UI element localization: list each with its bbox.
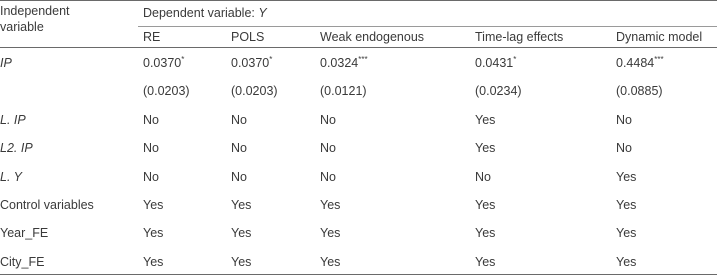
column-header-weak-endogenous: Weak endogenous <box>320 30 425 44</box>
cell-value: Yes <box>475 141 496 155</box>
table-cell <box>231 226 251 241</box>
table-cell <box>231 113 247 128</box>
significance-stars: * <box>269 54 273 64</box>
cell-value: Yes <box>616 226 637 240</box>
cell-value: No <box>231 113 247 127</box>
cell-value: Yes <box>320 198 341 212</box>
cell-value: 0.0370 <box>143 56 182 70</box>
significance-stars: *** <box>654 54 664 64</box>
table-cell <box>616 226 636 241</box>
table-cell <box>320 198 340 213</box>
table-cell <box>616 198 636 213</box>
table-cell <box>320 84 367 99</box>
cell-value: Yes <box>475 198 496 212</box>
cell-value: Yes <box>320 226 341 240</box>
table-bottom-rule <box>0 274 717 275</box>
header-bottom-rule <box>0 47 717 48</box>
table-cell <box>320 113 336 128</box>
table-cell <box>143 56 184 71</box>
table-cell <box>320 255 340 270</box>
row-label-city-fe: City_FE <box>0 255 45 269</box>
cell-value: Yes <box>231 226 252 240</box>
table-cell <box>616 56 664 71</box>
cell-value: No <box>320 141 336 155</box>
cell-value: Yes <box>143 255 164 269</box>
cell-value: No <box>320 113 336 127</box>
table-cell <box>616 84 663 99</box>
table-cell <box>143 255 163 270</box>
row-label-year-fe: Year_FE <box>0 226 49 240</box>
cell-value: Yes <box>320 255 341 269</box>
table-cell <box>143 226 163 241</box>
cell-value: 0.4484 <box>616 56 655 70</box>
column-header-time-lag-effects: Time-lag effects <box>475 30 564 44</box>
table-cell <box>143 141 159 156</box>
cell-value: No <box>143 170 159 184</box>
dependent-variable-symbol: Y <box>258 6 267 20</box>
cell-value: No <box>616 141 632 155</box>
significance-stars: *** <box>358 54 368 64</box>
cell-value: Yes <box>143 226 164 240</box>
cell-value: No <box>231 170 247 184</box>
dependent-variable-header <box>143 6 267 21</box>
table-cell <box>475 198 495 213</box>
table-cell <box>475 141 495 156</box>
cell-value: No <box>231 141 247 155</box>
table-cell <box>320 170 336 185</box>
row-label-l-y: L. Y <box>0 170 23 184</box>
independent-variable-header-line-2: variable <box>0 20 44 34</box>
cell-value: (0.0234) <box>475 84 522 98</box>
table-cell <box>231 56 272 71</box>
table-cell <box>231 198 251 213</box>
independent-variable-header-line-1: Independent <box>0 4 70 18</box>
column-header-dynamic-model: Dynamic model <box>616 30 703 44</box>
column-header-pols: POLS <box>231 30 265 44</box>
cell-value: Yes <box>475 113 496 127</box>
table-cell <box>616 141 632 156</box>
table-cell <box>475 84 522 99</box>
row-label-ip: IP <box>0 56 12 70</box>
table-cell <box>143 170 159 185</box>
table-cell <box>475 56 516 71</box>
column-header-re: RE <box>143 30 161 44</box>
cell-value: No <box>143 141 159 155</box>
cell-value: Yes <box>616 198 637 212</box>
cell-value: No <box>143 113 159 127</box>
row-label-l2-ip: L2. IP <box>0 141 33 155</box>
table-cell <box>231 170 247 185</box>
cell-value: (0.0121) <box>320 84 367 98</box>
cell-value: (0.0203) <box>143 84 190 98</box>
cell-value: (0.0885) <box>616 84 663 98</box>
table-cell <box>475 113 495 128</box>
table-cell <box>475 226 495 241</box>
row-label-l-ip: L. IP <box>0 113 26 127</box>
cell-value: No <box>320 170 336 184</box>
cell-value: No <box>616 113 632 127</box>
cell-value: 0.0431 <box>475 56 514 70</box>
table-cell <box>475 255 495 270</box>
dependent-variable-prefix: Dependent variable: <box>143 6 259 20</box>
cell-value: Yes <box>475 255 496 269</box>
cell-value: No <box>475 170 491 184</box>
cell-value: Yes <box>231 198 252 212</box>
table-cell <box>320 141 336 156</box>
cell-value: Yes <box>616 170 637 184</box>
row-label-control-variables: Control variables <box>0 198 94 212</box>
table-cell <box>231 84 278 99</box>
table-cell <box>475 170 491 185</box>
table-cell <box>231 141 247 156</box>
cell-value: Yes <box>475 226 496 240</box>
table-cell <box>616 170 636 185</box>
cell-value: Yes <box>616 255 637 269</box>
significance-stars: * <box>513 54 517 64</box>
cell-value: Yes <box>231 255 252 269</box>
significance-stars: * <box>181 54 185 64</box>
cell-value: Yes <box>143 198 164 212</box>
cell-value: 0.0324 <box>320 56 359 70</box>
table-cell <box>320 226 340 241</box>
table-cell <box>143 198 163 213</box>
cell-value: (0.0203) <box>231 84 278 98</box>
table-cell <box>143 84 190 99</box>
table-cell <box>143 113 159 128</box>
cell-value: 0.0370 <box>231 56 270 70</box>
table-cell <box>320 56 368 71</box>
dependent-variable-underline <box>138 26 717 27</box>
table-top-rule <box>0 0 717 1</box>
table-cell <box>231 255 251 270</box>
table-cell <box>616 113 632 128</box>
table-cell <box>616 255 636 270</box>
